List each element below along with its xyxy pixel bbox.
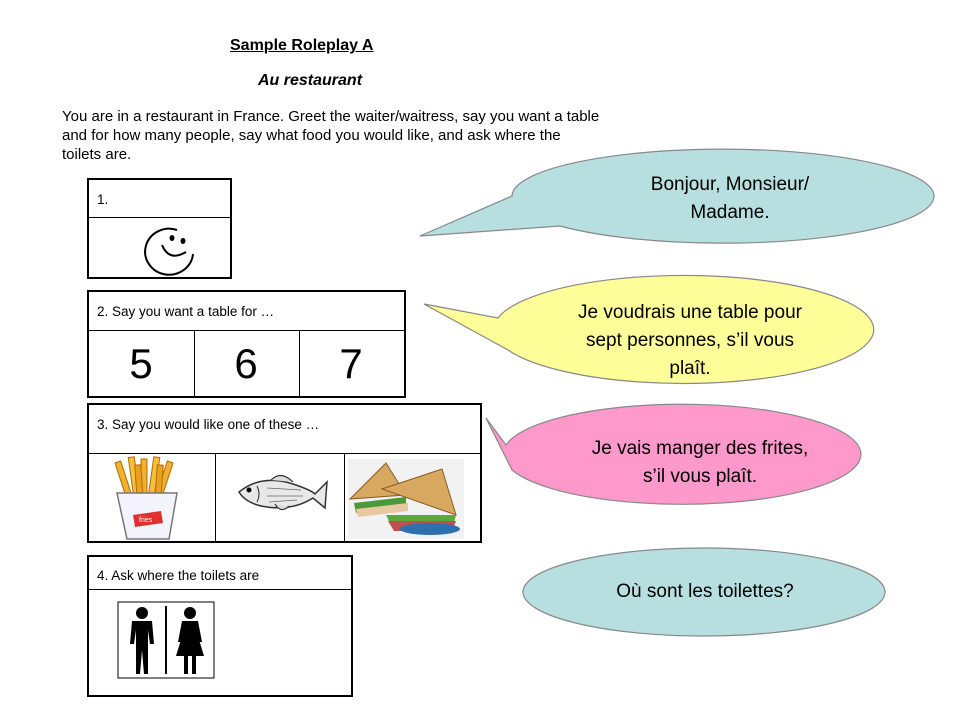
sandwich-icon	[346, 459, 466, 539]
instructions-text: You are in a restaurant in France. Greet the waiter/waitress, say you want a table and for how many people, say what food you would like, and ask where the toilets are.	[62, 108, 600, 163]
fish-icon	[231, 470, 331, 520]
task-3-box	[87, 403, 482, 543]
number-6: 6	[234, 340, 258, 387]
number-7: 7	[339, 340, 363, 387]
number-5: 5	[129, 340, 153, 387]
bubble-1-text: Bonjour, Monsieur/ Madame.	[650, 174, 810, 223]
task-4-box	[87, 555, 353, 697]
task-1-label: 1.	[97, 192, 109, 207]
task-2-label: 2. Say you want a table for …	[97, 304, 275, 319]
bubble-4-text: Où sont les toilettes?	[616, 581, 794, 602]
french-fries-icon	[109, 457, 189, 542]
smiley-face-icon	[141, 226, 201, 276]
task-2-box	[87, 290, 406, 398]
toilet-man-woman-icon	[118, 602, 214, 678]
worksheet-title: Sample Roleplay A	[230, 37, 374, 54]
task-3-label: 3. Say you would like one of these …	[97, 417, 320, 432]
task-4-label: 4. Ask where the toilets are	[97, 568, 260, 583]
svg-text:fries: fries	[139, 517, 153, 524]
bubble-3-text: Je vais manger des frites, s’il vous plaît.	[591, 438, 809, 487]
task-1-box	[87, 178, 232, 279]
bubble-2-text: Je voudrais une table pour sept personnes, s’il vous plaît.	[578, 302, 802, 379]
worksheet-subtitle: Au restaurant	[258, 72, 363, 89]
